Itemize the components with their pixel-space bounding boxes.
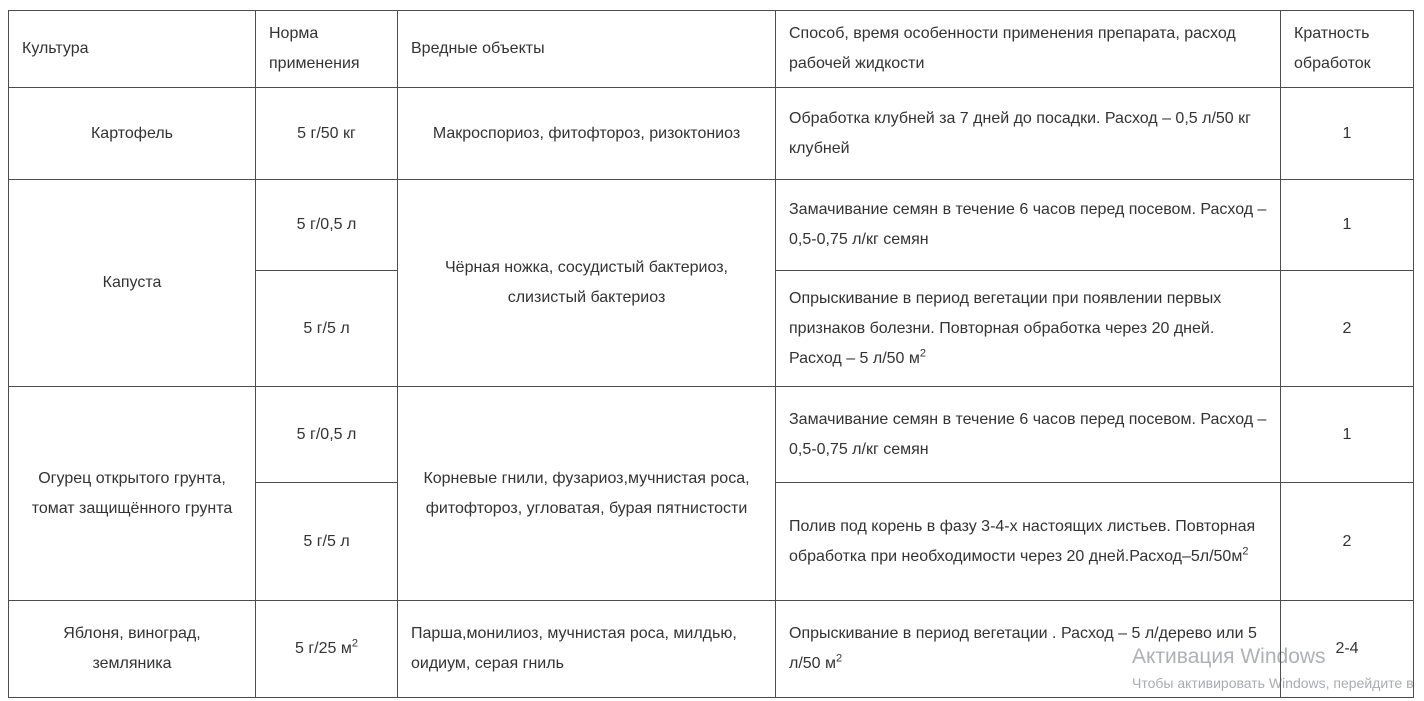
header-cell-rate: Норма применения: [256, 11, 398, 88]
cell-rate: 5 г/0,5 л: [256, 180, 398, 271]
cell-frequency: 1: [1281, 180, 1414, 271]
cell-crop: Картофель: [9, 88, 256, 180]
cell-frequency: 2: [1281, 483, 1414, 601]
table-row-apple-grape-strawberry: [9, 601, 1414, 698]
cell-method: Обработка клубней за 7 дней до посадки. Расход – 0,5 л/50 кг клубней: [776, 88, 1281, 180]
cell-frequency: 1: [1281, 88, 1414, 180]
cell-frequency: 2: [1281, 271, 1414, 387]
table-row-cucumber-tomato-sub1: [9, 387, 1414, 483]
cell-rate: 5 г/5 л: [256, 271, 398, 387]
cell-method-text: Опрыскивание в период вегетации . Расход – 5 л/дерево или 5 л/50 м: [789, 625, 1257, 672]
cell-pests: Макроспориоз, фитофтороз, ризоктониоз: [398, 88, 776, 180]
cell-method: [776, 271, 1281, 387]
header-cell-frequency: Кратность обработок: [1281, 11, 1414, 88]
cell-rate: 5 г/0,5 л: [256, 387, 398, 483]
header-cell-pests: Вредные объекты: [398, 11, 776, 88]
cell-frequency: 2-4: [1281, 601, 1414, 698]
table-row-potato: [9, 88, 1414, 180]
cell-method-text: Опрыскивание в период вегетации при появлении первых признаков болезни. Повторная обработка через 20 дней. Расход – 5 л/50 м: [789, 289, 1222, 367]
cell-rate: [256, 601, 398, 698]
windows-activation-subtitle: Чтобы активировать Windows, перейдите в: [1132, 675, 1414, 691]
cell-frequency: 1: [1281, 387, 1414, 483]
windows-activation-title: Активация Windows: [1132, 645, 1326, 668]
superscript-2: 2: [836, 652, 843, 665]
cell-pests: Чёрная ножка, сосудистый бактериоз, слизистый бактериоз: [398, 180, 776, 387]
superscript-2: 2: [351, 637, 358, 650]
cell-pests: Корневые гнили, фузариоз,мучнистая роса, фитофтороз, угловатая, бурая пятнистости: [398, 387, 776, 601]
pesticide-application-table: [8, 10, 1414, 698]
cell-crop: Капуста: [9, 180, 256, 387]
header-cell-crop: Культура: [9, 11, 256, 88]
cell-pests: Парша,монилиоз, мучнистая роса, милдью, оидиум, серая гниль: [398, 601, 776, 698]
cell-method: Замачивание семян в течение 6 часов перед посевом. Расход – 0,5-0,75 л/кг семян: [776, 387, 1281, 483]
cell-rate: 5 г/50 кг: [256, 88, 398, 180]
superscript-2: 2: [1242, 545, 1249, 558]
cell-crop: Яблоня, виноград, земляника: [9, 601, 256, 698]
header-cell-method: Способ, время особенности применения препарата, расход рабочей жидкости: [776, 11, 1281, 88]
cell-rate-text: 5 г/25 м: [295, 640, 352, 657]
cell-method: [776, 483, 1281, 601]
cell-method-text: Полив под корень в фазу 3-4-х настоящих листьев. Повторная обработка при необходимости через 20 дней.Расход–5л/50м: [789, 517, 1256, 565]
cell-rate: 5 г/5 л: [256, 483, 398, 601]
cell-method: Замачивание семян в течение 6 часов перед посевом. Расход – 0,5-0,75 л/кг семян: [776, 180, 1281, 271]
table-header-row: [9, 11, 1414, 88]
cell-method: [776, 601, 1281, 698]
superscript-2: 2: [919, 347, 927, 360]
table-row-cabbage-sub1: [9, 180, 1414, 271]
cell-crop: Огурец открытого грунта, томат защищённого грунта: [9, 387, 256, 601]
